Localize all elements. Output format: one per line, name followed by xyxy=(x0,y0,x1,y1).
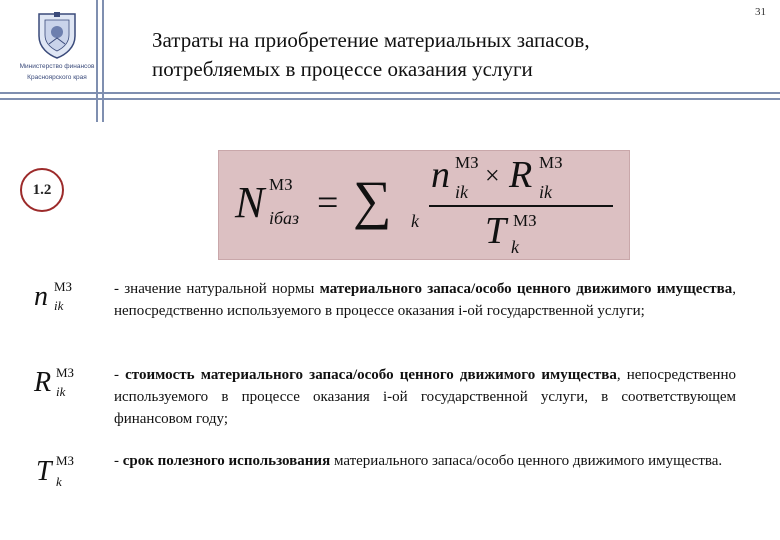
formula-num-n: n xyxy=(431,154,450,196)
formula-lhs-sub-text: iбаз xyxy=(269,208,300,228)
def-symbol-n-sub: ik xyxy=(54,298,64,313)
formula-lhs-letter: N xyxy=(235,178,265,227)
def-text-r xyxy=(114,364,736,430)
formula-equals: = xyxy=(317,182,339,224)
def-symbol-n-sup: МЗ xyxy=(54,279,73,294)
def-text-n-bold: материального запаса/особо ценного движимого имущества xyxy=(319,281,733,297)
def-text-t-prefix: - xyxy=(114,453,123,469)
def-text-t-bold: срок полезного использования xyxy=(122,453,331,469)
def-symbol-n: n xyxy=(34,281,48,312)
def-text-r-suffix: , непосредственно используемого в процессе оказания i-ой государственной услуги, в соответствующем финансовом году; xyxy=(114,367,736,427)
formula-num-r-sub: ik xyxy=(539,182,552,202)
def-text-n-suffix: , непосредственно используемого в процессе оказания i-ой государственной услуги; xyxy=(114,281,736,319)
def-symbol-t-sub: k xyxy=(56,474,62,489)
frame-horizontal-line xyxy=(0,98,780,100)
def-symbol-t: T xyxy=(36,456,52,487)
logo-caption-line2: Красноярского края xyxy=(27,74,87,81)
ministry-logo xyxy=(14,10,100,82)
section-badge: 1.2 xyxy=(20,168,64,212)
def-symbol-r: R xyxy=(34,367,52,398)
def-symbol-r-sup: МЗ xyxy=(56,365,75,380)
slide-title xyxy=(152,26,712,84)
frame-horizontal-line xyxy=(0,92,780,94)
formula-den-t: T xyxy=(485,210,507,252)
logo-caption-line1: Министерство финансов xyxy=(19,63,95,70)
formula-num-r: R xyxy=(509,154,533,196)
frame-vertical-line xyxy=(102,0,104,122)
def-symbol-r-sub: ik xyxy=(56,384,66,399)
formula-num-r-sup: МЗ xyxy=(539,153,563,172)
formula-den-t-sub: k xyxy=(511,237,519,257)
def-symbol-t-sup: МЗ xyxy=(56,453,75,468)
formula-num-n-sup: МЗ xyxy=(455,153,479,172)
formula-box xyxy=(218,150,630,260)
def-text-r-prefix: - xyxy=(114,367,126,383)
coat-of-arms-icon xyxy=(35,10,79,60)
formula-fraction-bar xyxy=(429,205,613,207)
title-line1: Затраты на приобретение материальных запасов, xyxy=(152,28,590,52)
formula-sum-sign: ∑ xyxy=(353,170,392,230)
formula-den-t-sup: МЗ xyxy=(513,211,537,230)
def-text-t xyxy=(114,450,736,472)
title-line2: потребляемых в процессе оказания услуги xyxy=(152,57,533,81)
def-text-n-prefix: - значение натуральной нормы xyxy=(114,281,320,297)
formula-times: × xyxy=(485,161,500,190)
formula-num-n-sub: ik xyxy=(455,182,468,202)
formula-lhs-sup: МЗ xyxy=(269,175,293,194)
formula-lhs-sub xyxy=(269,208,299,229)
def-text-t-suffix: материального запаса/особо ценного движимого имущества. xyxy=(330,453,723,469)
def-text-n xyxy=(114,278,736,322)
page-number: 31 xyxy=(755,6,766,18)
def-text-r-bold: стоимость материального запаса/особо ценного движимого имущества xyxy=(125,367,617,383)
formula-sum-sub: k xyxy=(411,211,419,231)
